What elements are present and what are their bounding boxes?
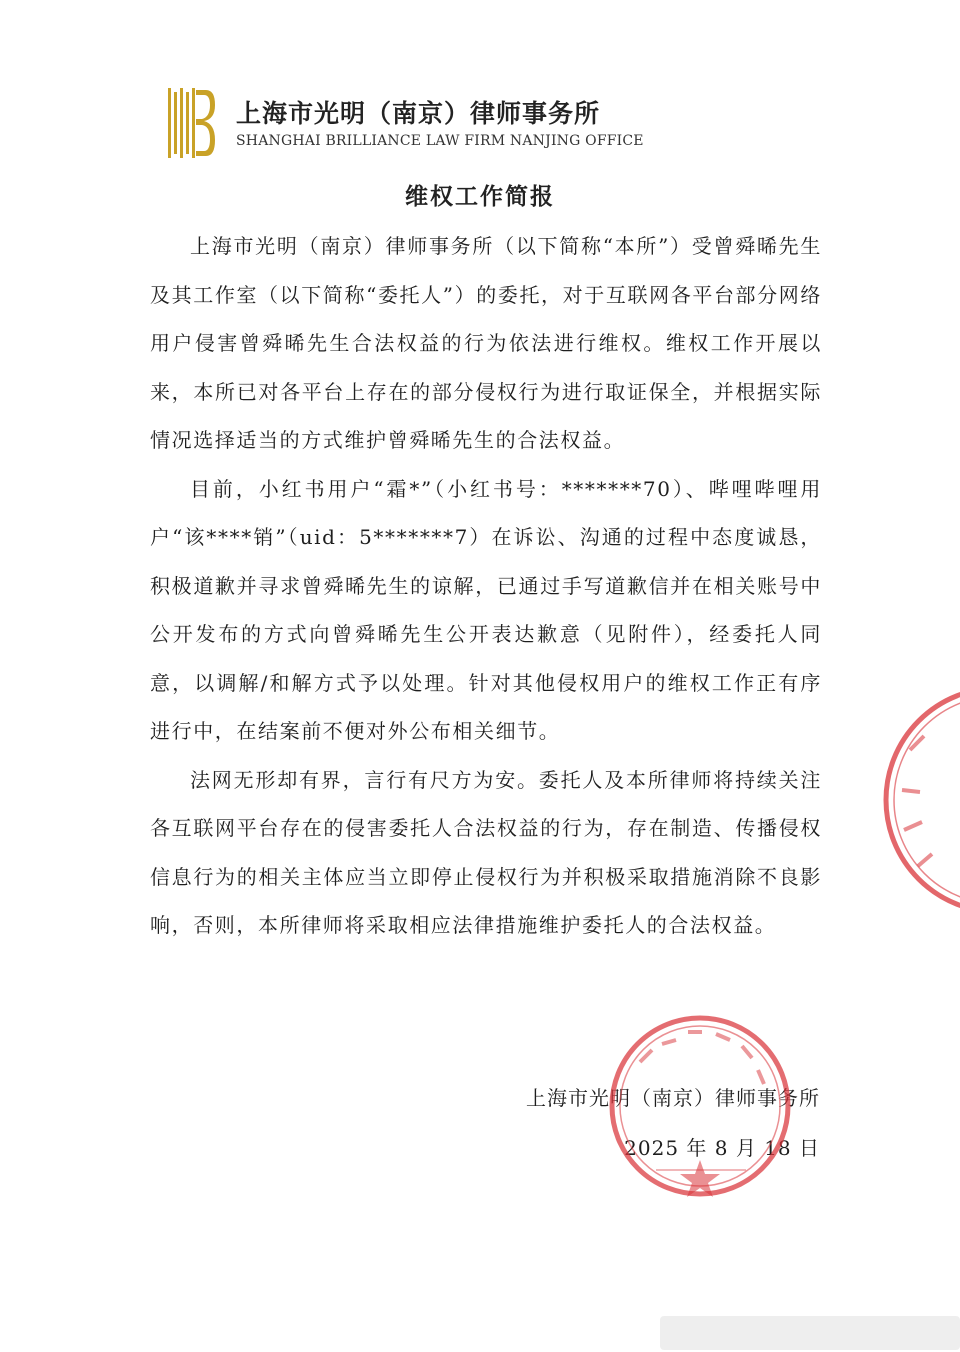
watermark-bar — [660, 1316, 960, 1350]
letterhead-firm-name: 上海市光明（南京）律师事务所 — [236, 99, 601, 128]
document-body — [150, 222, 822, 950]
signature-firm: 上海市光明（南京）律师事务所 — [526, 1086, 820, 1110]
official-seal-partial — [880, 680, 960, 920]
letterhead-firm-name-en: SHANGHAI BRILLIANCE LAW FIRM NANJING OFFICE — [236, 133, 644, 149]
law-firm-logo — [166, 88, 216, 158]
signature-date: 2025 年 8 月 18 日 — [624, 1136, 820, 1160]
paragraph-2: 目前，小红书用户“霜*”（小红书号：*******70）、哔哩哔哩用户“该****销”（uid：5*******7）在诉讼、沟通的过程中态度诚恳，积极道歉并寻求曾舜晞先生的谅解，已通过手写道歉信并在相关账号中公开发布的方式向曾舜晞先生公开表达歉意（见附件），经委托人同意，以调解/和解方式予以处理。针对其他侵权用户的维权工作正有序进行中，在结案前不便对外公布相关细节。 — [150, 476, 822, 743]
paragraph-3: 法网无形却有界，言行有尺方为安。委托人及本所律师将持续关注各互联网平台存在的侵害委托人合法权益的行为，存在制造、传播侵权信息行为的相关主体应当立即停止侵权行为并积极采取措施消除不良影响，否则，本所律师将采取相应法律措施维护委托人的合法权益。 — [150, 767, 822, 937]
paragraph-1: 上海市光明（南京）律师事务所（以下简称“本所”）受曾舜晞先生及其工作室（以下简称“委托人”）的委托，对于互联网各平台部分网络用户侵害曾舜晞先生合法权益的行为依法进行维权。维权工作开展以来，本所已对各平台上存在的部分侵权行为进行取证保全，并根据实际情况选择适当的方式维护曾舜晞先生的合法权益。 — [150, 234, 822, 452]
document-title: 维权工作简报 — [405, 184, 555, 210]
